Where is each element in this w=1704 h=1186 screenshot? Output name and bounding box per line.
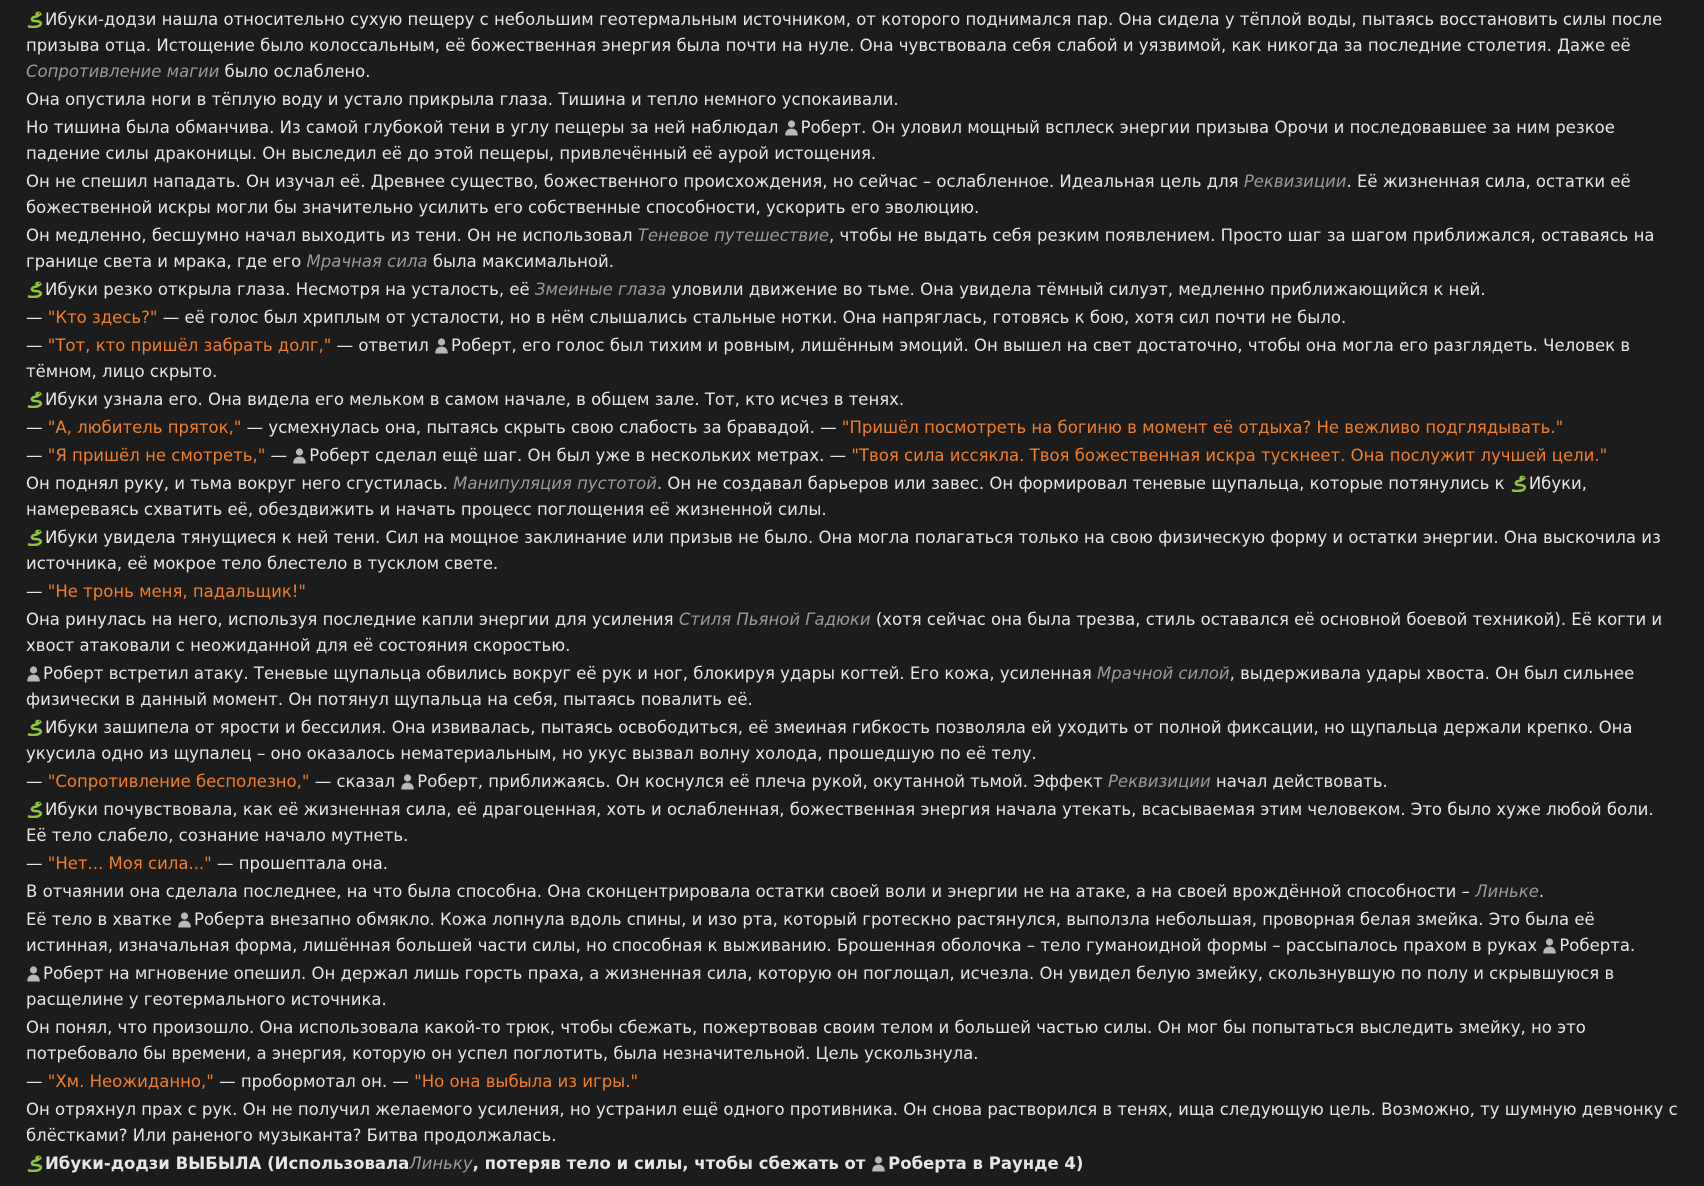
narration-text: В отчаянии она сделала последнее, на что была способна. Она сконцентрировала остатки своей воли и энергии не на атаке, а на своей врождённой способности – <box>26 882 1476 901</box>
story-paragraph <box>26 1097 1678 1149</box>
story-paragraph <box>26 907 1678 959</box>
story-paragraph <box>26 333 1678 385</box>
narration-text: — <box>265 446 293 465</box>
story-paragraph <box>26 443 1678 469</box>
person-icon <box>26 965 41 982</box>
ability-name: Стиля Пьяной Гадюки <box>678 610 871 629</box>
story-paragraph <box>26 769 1678 795</box>
narration-text: Ибуки почувствовала, как её жизненная сила, её драгоценная, хоть и ослабленная, божественная энергия начала утекать, всасываемая этим человеком. Это было хуже любой боли. Её тело слабело, сознание начало мутнеть. <box>26 800 1654 845</box>
story-paragraph <box>26 797 1678 849</box>
narration-text: (хотя сейчас она была трезва, стиль оставался её основной боевой техникой). Её когти и хвост атаковали с неожиданной для её состояния скоростью. <box>26 610 1663 655</box>
snake-icon <box>26 800 43 818</box>
dialogue-quote: "Нет... Моя сила..." <box>47 854 212 873</box>
story-paragraph <box>26 169 1678 221</box>
story-paragraph <box>26 277 1678 303</box>
person-icon <box>434 337 449 354</box>
story-paragraph <box>26 1151 1678 1177</box>
narration-text: Ибуки резко открыла глаза. Несмотря на усталость, её <box>45 280 535 299</box>
ability-name: Линьку <box>409 1154 473 1173</box>
snake-icon <box>26 718 43 736</box>
snake-icon <box>26 528 43 546</box>
story-paragraph <box>26 415 1678 441</box>
snake-icon <box>26 390 43 408</box>
narration-text: была максимальной. <box>427 252 614 271</box>
narration-text: — ответил <box>331 336 435 355</box>
status-text: Роберта в Раунде 4) <box>888 1154 1084 1173</box>
narration-text: Роберт. Он уловил мощный всплеск энергии призыва Орочи и последовавшее за ним резкое падение силы драконицы. Он выследил её до этой пещеры, привлечённый её аурой истощения. <box>26 118 1615 163</box>
narration-text: уловили движение во тьме. Она увидела тёмный силуэт, медленно приближающийся к ней. <box>666 280 1486 299</box>
narration-text: — сказал <box>309 772 401 791</box>
narration-text: Роберт, его голос был тихим и ровным, лишённым эмоций. Он вышел на свет достаточно, чтобы она могла его разглядеть. Человек в тёмном, лицо скрыто. <box>26 336 1631 381</box>
narration-text: Роберт, приближаясь. Он коснулся её плеча рукой, окутанной тьмой. Эффект <box>417 772 1108 791</box>
dialogue-quote: "Сопротивление бесполезно," <box>47 772 310 791</box>
story-paragraph <box>26 115 1678 167</box>
narration-text: было ослаблено. <box>219 62 371 81</box>
dialogue-quote: "А, любитель пряток," <box>47 418 242 437</box>
dialogue-quote: "Но она выбыла из игры." <box>414 1072 639 1091</box>
narration-text: — <box>26 446 48 465</box>
ability-name: Мрачная сила <box>306 252 428 271</box>
narration-text: Он поднял руку, и тьма вокруг него сгустилась. <box>26 474 454 493</box>
story-paragraph <box>26 961 1678 1013</box>
story-paragraph <box>26 579 1678 605</box>
ability-name: Линьке <box>1475 882 1539 901</box>
snake-icon <box>1510 474 1527 492</box>
dialogue-quote: "Я пришёл не смотреть," <box>47 446 266 465</box>
narration-text: Он отряхнул прах с рук. Он не получил желаемого усиления, но устранил ещё одного противника. Он снова растворился в тенях, ища следующую цель. Возможно, ту шумную девчонку с блёстками? Или раненого музыканта? Битва продолжалась. <box>26 1100 1678 1145</box>
narration-text: Роберт на мгновение опешил. Он держал лишь горсть праха, а жизненная сила, которую он поглощал, исчезла. Он увидел белую змейку, скользнувшую по полу и скрывшуюся в расщелине у геотермального источника. <box>26 964 1615 1009</box>
story-paragraph <box>26 7 1678 85</box>
narration-text: . <box>1538 882 1545 901</box>
dialogue-quote: "Кто здесь?" <box>47 308 158 327</box>
dialogue-quote: "Пришёл посмотреть на богиню в момент её отдыха? Не вежливо подглядывать." <box>841 418 1564 437</box>
narration-text: — усмехнулась она, пытаясь скрыть свою слабость за бравадой. — <box>241 418 842 437</box>
narration-text: Ибуки-додзи нашла относительно сухую пещеру с небольшим геотермальным источником, от которого поднимался пар. Она сидела у тёплой воды, пытаясь восстановить силы после призыва отца. Истощение было колоссальным, её божественная энергия была почти на нуле. Она чувствовала себя слабой и уязвимой, как никогда за последние столетия. Даже её <box>26 10 1663 55</box>
story-paragraph <box>26 387 1678 413</box>
narration-text: — прошептала она. <box>211 854 389 873</box>
ability-name: Мрачной силой <box>1097 664 1230 683</box>
story-paragraph <box>26 471 1678 523</box>
narration-text: , выдерживала удары хвоста. Он был сильнее физически в данный момент. Он потянул щупальца на себя, пытаясь повалить её. <box>26 664 1635 709</box>
narration-text: Он медленно, бесшумно начал выходить из тени. Он не использовал <box>26 226 638 245</box>
narration-text: Её тело в хватке <box>26 910 178 929</box>
ability-name: Теневое путешествие <box>637 226 829 245</box>
narration-text: — <box>26 1072 48 1091</box>
person-icon <box>400 773 415 790</box>
dialogue-quote: "Тот, кто пришёл забрать долг," <box>47 336 332 355</box>
narration-text: — <box>26 854 48 873</box>
person-icon <box>871 1155 886 1172</box>
ability-name: Реквизиции <box>1243 172 1347 191</box>
narration-text: . Он не создавал барьеров или завес. Он формировал теневые щупальца, которые потянулись к <box>656 474 1510 493</box>
narration-text: Роберт сделал ещё шаг. Он был уже в нескольких метрах. — <box>309 446 852 465</box>
story-paragraph <box>26 715 1678 767</box>
narration-text: — <box>26 336 48 355</box>
narration-text: Он не спешил нападать. Он изучал её. Древнее существо, божественного происхождения, но сейчас – ослабленное. Идеальная цель для <box>26 172 1244 191</box>
dialogue-quote: "Не тронь меня, падальщик!" <box>47 582 307 601</box>
story-paragraph <box>26 661 1678 713</box>
narration-text: — <box>26 582 48 601</box>
ability-name: Сопротивление магии <box>26 62 220 81</box>
narration-text: Он понял, что произошло. Она использовала какой-то трюк, чтобы сбежать, пожертвовав своим телом и большей частью силы. Он мог бы попытаться выследить змейку, но это потребовало бы времени, а энергия, которую он успел поглотить, была незначительной. Цель ускользнула. <box>26 1018 1586 1063</box>
story-paragraph <box>26 879 1678 905</box>
snake-icon <box>26 10 43 28</box>
narration-text: — пробормотал он. — <box>213 1072 415 1091</box>
person-icon <box>1542 937 1557 954</box>
narration-text: Ибуки узнала его. Она видела его мельком в самом начале, в общем зале. Тот, кто исчез в тенях. <box>45 390 905 409</box>
narration-text: — <box>26 418 48 437</box>
narration-text: , чтобы не выдать себя резким появлением. Просто шаг за шагом приближался, оставаясь на границе света и мрака, где его <box>26 226 1655 271</box>
ability-name: Реквизиции <box>1107 772 1211 791</box>
narration-text: начал действовать. <box>1210 772 1388 791</box>
story-paragraph <box>26 1069 1678 1095</box>
narration-text: Она опустила ноги в тёплую воду и устало прикрыла глаза. Тишина и тепло немного успокаивали. <box>26 90 899 109</box>
person-icon <box>26 665 41 682</box>
story-paragraph <box>26 87 1678 113</box>
ability-name: Змеиные глаза <box>534 280 667 299</box>
person-icon <box>177 911 192 928</box>
narration-text: Ибуки увидела тянущиеся к ней тени. Сил на мощное заклинание или призыв не было. Она могла полагаться только на свою физическую форму и остатки энергии. Она выскочила из источника, её мокрое тело блестело в тусклом свете. <box>26 528 1661 573</box>
person-icon <box>292 447 307 464</box>
narration-text: . Её жизненная сила, остатки её божественной искры могли бы значительно усилить его собственные способности, ускорить его эволюцию. <box>26 172 1631 217</box>
narration-text: Роберта. <box>1559 936 1636 955</box>
narration-text: Ибуки зашипела от ярости и бессилия. Она извивалась, пытаясь освободиться, её змеиная гибкость позволяла ей уходить от полной фиксации, но щупальца держали крепко. Она укусила одно из щупалец – оно оказалось нематериальным, но укус вызвал волну холода, прошедшую по её телу. <box>26 718 1633 763</box>
snake-icon <box>26 1154 43 1172</box>
snake-icon <box>26 280 43 298</box>
narration-text: Она ринулась на него, используя последние капли энергии для усиления <box>26 610 679 629</box>
narration-text: — её голос был хриплым от усталости, но в нём слышались стальные нотки. Она напряглась, готовясь к бою, хотя сил почти не было. <box>157 308 1347 327</box>
story-paragraph <box>26 851 1678 877</box>
narration-text: Роберт встретил атаку. Теневые щупальца обвились вокруг её рук и ног, блокируя удары когтей. Его кожа, усиленная <box>43 664 1097 683</box>
dialogue-quote: "Хм. Неожиданно," <box>47 1072 214 1091</box>
narration-text: Ибуки, намереваясь схватить её, обездвижить и начать процесс поглощения её жизненной силы. <box>26 474 1588 519</box>
person-icon <box>784 119 799 136</box>
narration-text: Но тишина была обманчива. Из самой глубокой тени в углу пещеры за ней наблюдал <box>26 118 784 137</box>
story-paragraph <box>26 305 1678 331</box>
story-paragraph <box>26 607 1678 659</box>
status-text: Ибуки-додзи ВЫБЫЛА (Использовала <box>45 1154 410 1173</box>
ability-name: Манипуляция пустотой <box>453 474 657 493</box>
narration-text: — <box>26 308 48 327</box>
narration-text: — <box>26 772 48 791</box>
status-text: , потеряв тело и силы, чтобы сбежать от <box>472 1154 872 1173</box>
dialogue-quote: "Твоя сила иссякла. Твоя божественная искра тускнеет. Она послужит лучшей цели." <box>851 446 1608 465</box>
story-paragraph <box>26 223 1678 275</box>
narration-text: Роберта внезапно обмякло. Кожа лопнула вдоль спины, и изо рта, который гротескно растянулся, выползла небольшая, проворная белая змейка. Это была её истинная, изначальная форма, лишённая большей части силы, но способная к выживанию. Брошенная оболочка – тело гуманоидной формы – рассыпалось прахом в руках <box>26 910 1595 955</box>
story-paragraph <box>26 1015 1678 1067</box>
story-paragraph <box>26 525 1678 577</box>
